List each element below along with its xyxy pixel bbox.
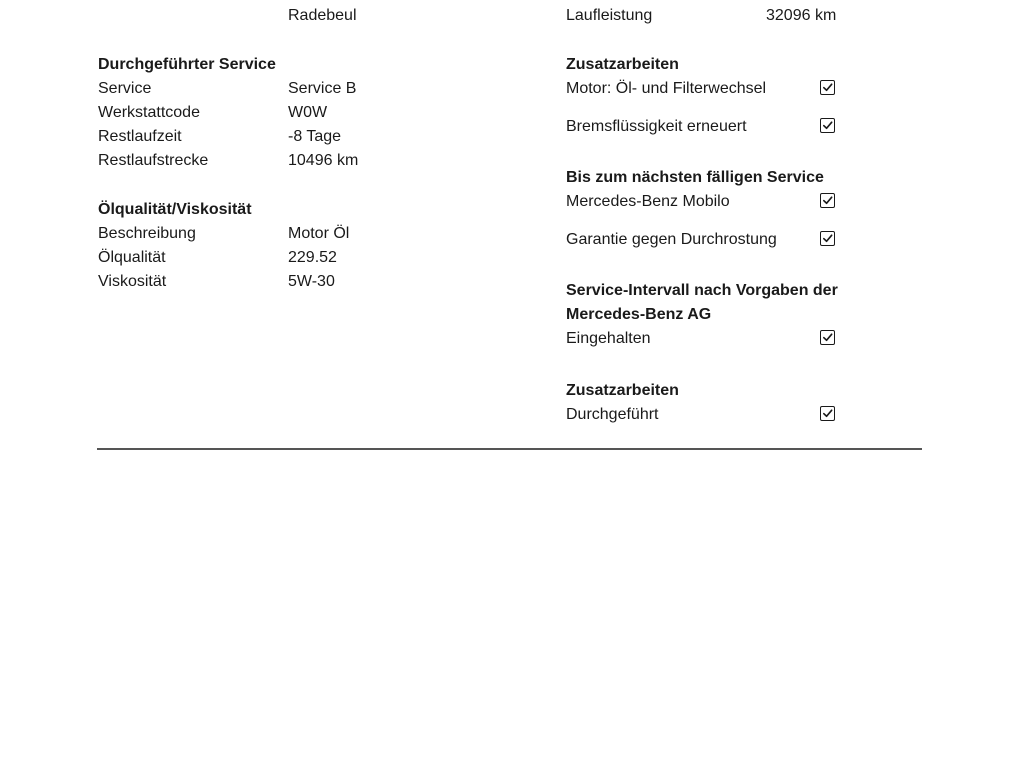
section-title-interval-line1: Service-Intervall nach Vorgaben der — [566, 282, 838, 299]
check-label-performed: Durchgeführt — [566, 406, 659, 423]
remaining-time-key: Restlaufzeit — [98, 128, 182, 145]
checkbox-checked-icon[interactable] — [820, 118, 835, 133]
check-row-performed — [566, 403, 846, 427]
viscosity-key: Viskosität — [98, 273, 167, 290]
service-value: Service B — [288, 80, 357, 97]
section-divider — [97, 448, 922, 450]
mileage-key: Laufleistung — [566, 7, 653, 24]
checkbox-checked-icon[interactable] — [820, 330, 835, 345]
checkbox-checked-icon[interactable] — [820, 406, 835, 421]
remaining-time-value: -8 Tage — [288, 128, 342, 145]
checkbox-checked-icon[interactable] — [820, 80, 835, 95]
check-label-brake-fluid: Bremsflüssigkeit erneuert — [566, 118, 747, 135]
checkbox-checked-icon[interactable] — [820, 231, 835, 246]
check-row-brake-fluid — [566, 115, 846, 139]
check-label-complied: Eingehalten — [566, 330, 651, 347]
service-key: Service — [98, 80, 152, 97]
address-city: Radebeul — [288, 7, 357, 24]
check-row-complied — [566, 327, 846, 351]
remaining-distance-value: 10496 km — [288, 152, 359, 169]
check-label-mobilo: Mercedes-Benz Mobilo — [566, 193, 730, 210]
mileage-row — [566, 4, 866, 28]
workshop-code-value: W0W — [288, 104, 328, 121]
section-title-extra-work-1: Zusatzarbeiten — [566, 56, 679, 73]
check-label-rust-warranty: Garantie gegen Durchrostung — [566, 231, 777, 248]
oil-quality-key: Ölqualität — [98, 249, 166, 266]
section-title-interval-line2: Mercedes-Benz AG — [566, 306, 712, 323]
oil-description-value: Motor Öl — [288, 225, 350, 242]
section-title-extra-work-2: Zusatzarbeiten — [566, 382, 679, 399]
oil-description-key: Beschreibung — [98, 225, 196, 242]
section-title-next-service: Bis zum nächsten fälligen Service — [566, 169, 824, 186]
check-row-rust-warranty — [566, 228, 846, 252]
checkbox-checked-icon[interactable] — [820, 193, 835, 208]
check-row-oil-filter — [566, 77, 846, 101]
section-title-service: Durchgeführter Service — [98, 56, 276, 73]
mileage-value: 32096 km — [766, 7, 837, 24]
remaining-distance-key: Restlaufstrecke — [98, 152, 209, 169]
oil-quality-value: 229.52 — [288, 249, 337, 266]
workshop-code-key: Werkstattcode — [98, 104, 200, 121]
viscosity-value: 5W-30 — [288, 273, 335, 290]
check-row-mobilo — [566, 190, 846, 214]
section-title-oil: Ölqualität/Viskosität — [98, 201, 252, 218]
check-label-oil-filter: Motor: Öl- und Filterwechsel — [566, 80, 767, 97]
